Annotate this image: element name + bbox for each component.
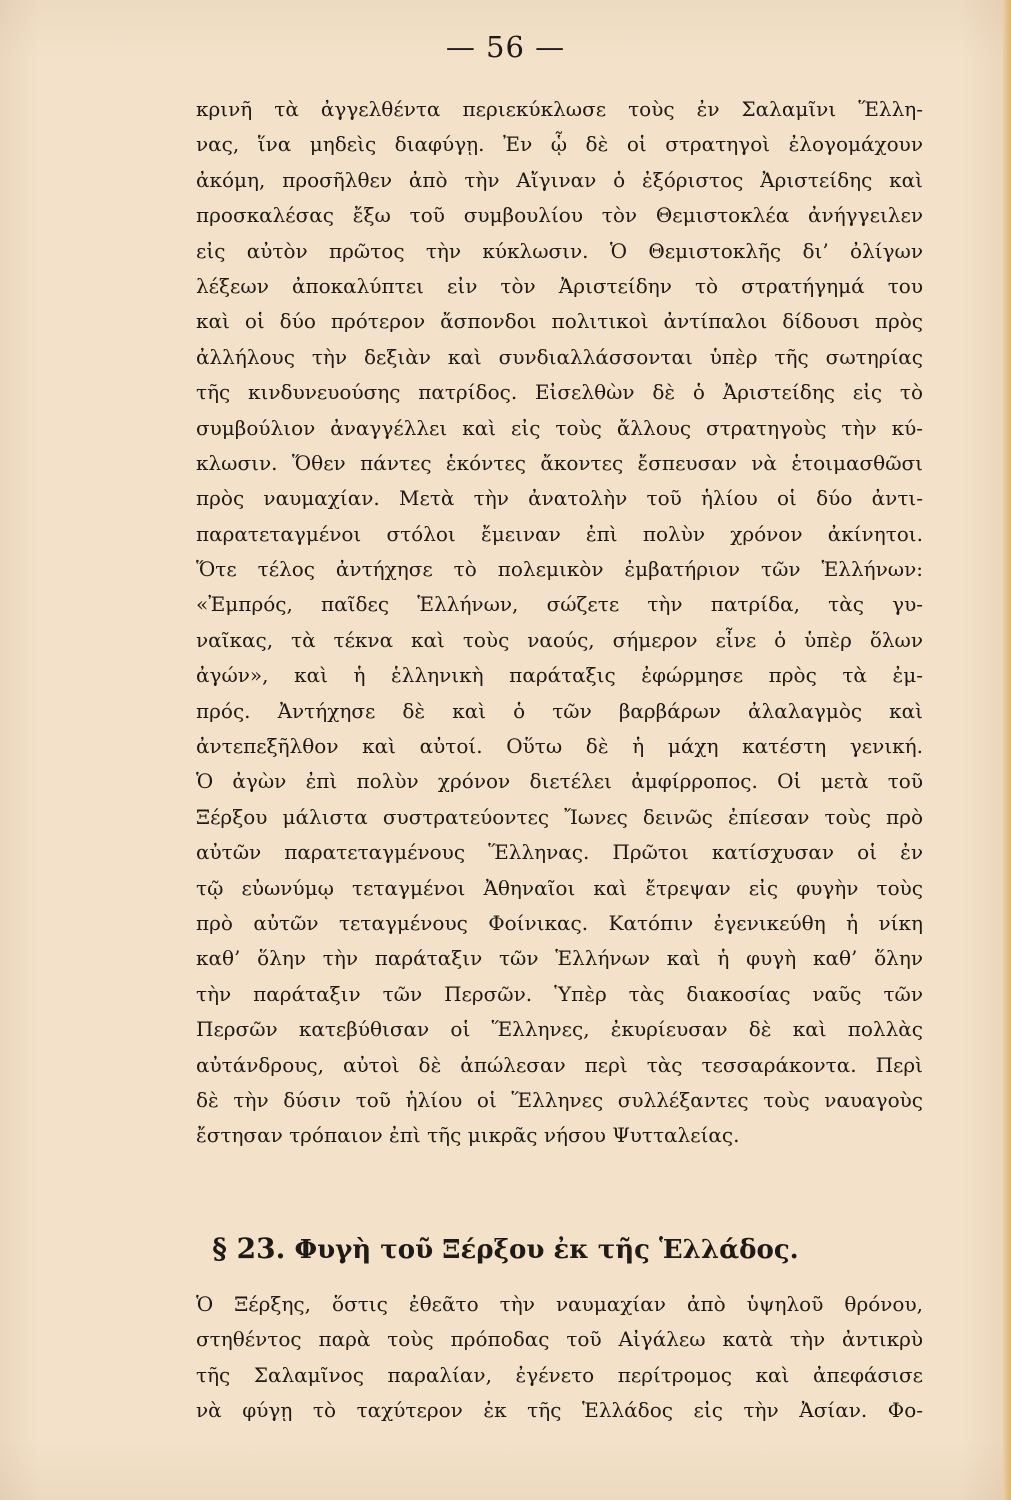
text-line: Περσῶν κατεβύθισαν οἱ Ἕλληνες, ἐκυρίευσαν δὲ καὶ πολλὰς [196,1017,923,1042]
text-line: ἀκόμη, προσῆλθεν ἀπὸ τὴν Αἴγιναν ὁ ἐξόριστος Ἀριστείδης καὶ [196,167,923,192]
text-line: λέξεων ἀποκαλύπτει εἰν τὸν Ἀριστείδην τὸ στρατήγημά του [196,273,923,298]
text-line: ἀγών», καὶ ἡ ἑλληνικὴ παράταξις ἐφώρμησε πρὸς τὰ ἐμ- [196,663,923,688]
text-line: τῆς Σαλαμῖνος παραλίαν, ἐγένετο περίτρομος καὶ ἀπεφάσισε [196,1362,923,1387]
text-line: ναῖκας, τὰ τέκνα καὶ τοὺς ναούς, σήμερον εἶνε ὁ ὑπὲρ ὅλων [196,627,923,652]
text-line: κρινῆ τὰ ἀγγελθέντα περιεκύκλωσε τοὺς ἐν Σαλαμῖνι Ἕλλη- [196,97,923,121]
section-number: § 23. [212,1232,286,1265]
text-line: προσκαλέσας ἔξω τοῦ συμβουλίου τὸν Θεμιστοκλέα ἀνήγγειλεν [196,203,923,228]
text-line: καθ’ ὅλην τὴν παράταξιν τῶν Ἑλλήνων καὶ ἡ φυγὴ καθ’ ὅλην [196,946,923,971]
text-line: πρὸς ναυμαχίαν. Μετὰ τὴν ἀνατολὴν τοῦ ἡλίου οἱ δύο ἀντι- [196,486,923,511]
text-line: πρός. Ἀντήχησε δὲ καὶ ὁ τῶν βαρβάρων ἀλαλαγμὸς καὶ [196,698,923,723]
text-line: δὲ τὴν δύσιν τοῦ ἡλίου οἱ Ἕλληνες συλλέξαντες τοὺς ναυαγοὺς [196,1087,923,1112]
text-line: αὐτάνδρους, αὐτοὶ δὲ ἀπώλεσαν περὶ τὰς τεσσαράκοντα. Περὶ [196,1052,923,1077]
text-line: παρατεταγμένοι στόλοι ἔμειναν ἐπὶ πολὺν χρόνον ἀκίνητοι. [196,521,923,546]
text-line: τῷ εὐωνύμῳ τεταγμένοι Ἀθηναῖοι καὶ ἔτρεψαν εἰς φυγὴν τοὺς [196,875,923,900]
text-line: ἀντεπεξῆλθον καὶ αὐτοί. Οὕτω δὲ ἡ μάχη κατέστη γενική. [196,734,923,759]
text-line: κλωσιν. Ὅθεν πάντες ἑκόντες ἄκοντες ἔσπευσαν νὰ ἑτοιμασθῶσι [196,450,923,475]
text-line: στηθέντος παρὰ τοὺς πρόποδας τοῦ Αἰγάλεω κατὰ τὴν ἀντικρὺ [196,1327,923,1352]
text-line: ἀλλήλους τὴν δεξιὰν καὶ συνδιαλλάσσονται ὑπὲρ τῆς σωτηρίας [196,344,923,369]
section-heading [0,1232,1011,1265]
text-line: καὶ οἱ δύο πρότερον ἄσπονδοι πολιτικοὶ ἀντίπαλοι δίδουσι πρὸς [196,309,923,334]
text-line: πρὸ αὐτῶν τεταγμένους Φοίνικας. Κατόπιν ἐγενικεύθη ἡ νίκη [196,910,923,935]
text-line: νὰ φύγῃ τὸ ταχύτερον ἐκ τῆς Ἑλλάδος εἰς τὴν Ἀσίαν. Φο- [196,1398,923,1423]
main-paragraph [196,92,923,1154]
page-number: — 56 — [445,30,566,64]
text-line: τῆς κινδυνευούσης πατρίδος. Εἰσελθὼν δὲ ὁ Ἀριστείδης εἰς τὸ [196,380,923,405]
text-line: νας, ἵνα μηδεὶς διαφύγῃ. Ἐν ᾧ δὲ οἱ στρατηγοὶ ἐλογομάχουν [196,132,923,157]
text-line: αὐτῶν παρατεταγμένους Ἕλληνας. Πρῶτοι κατίσχυσαν οἱ ἐν [196,840,923,865]
section-paragraph [196,1287,923,1429]
text-line: Ὁ ἀγὼν ἐπὶ πολὺν χρόνον διετέλει ἀμφίρροπος. Οἱ μετὰ τοῦ [196,769,923,794]
text-line: Ὅτε τέλος ἀντήχησε τὸ πολεμικὸν ἐμβατήριον τῶν Ἑλλήνων: [196,557,923,582]
text-line: «Ἐμπρός, παῖδες Ἑλλήνων, σώζετε τὴν πατρίδα, τὰς γυ- [196,592,923,617]
text-line: τὴν παράταξιν τῶν Περσῶν. Ὑπὲρ τὰς διακοσίας ναῦς τῶν [196,981,923,1006]
text-line: ἔστησαν τρόπαιον ἐπὶ τῆς μικρᾶς νήσου Ψυτταλείας. [196,1123,740,1148]
text-line: Ὁ Ξέρξης, ὅστις ἐθεᾶτο τὴν ναυμαχίαν ἀπὸ ὑψηλοῦ θρόνου, [196,1292,923,1316]
page-edge [1003,0,1011,1500]
text-line: εἰς αὐτὸν πρῶτος τὴν κύκλωσιν. Ὁ Θεμιστοκλῆς δι’ ὀλίγων [196,238,923,263]
text-line: συμβούλιον ἀναγγέλλει καὶ εἰς τοὺς ἄλλους στρατηγοὺς τὴν κύ- [196,415,923,440]
section-title: Φυγὴ τοῦ Ξέρξου ἐκ τῆς Ἑλλάδος. [294,1235,799,1265]
text-line: Ξέρξου μάλιστα συστρατεύοντες Ἴωνες δεινῶς ἐπίεσαν τοὺς πρὸ [196,804,923,829]
